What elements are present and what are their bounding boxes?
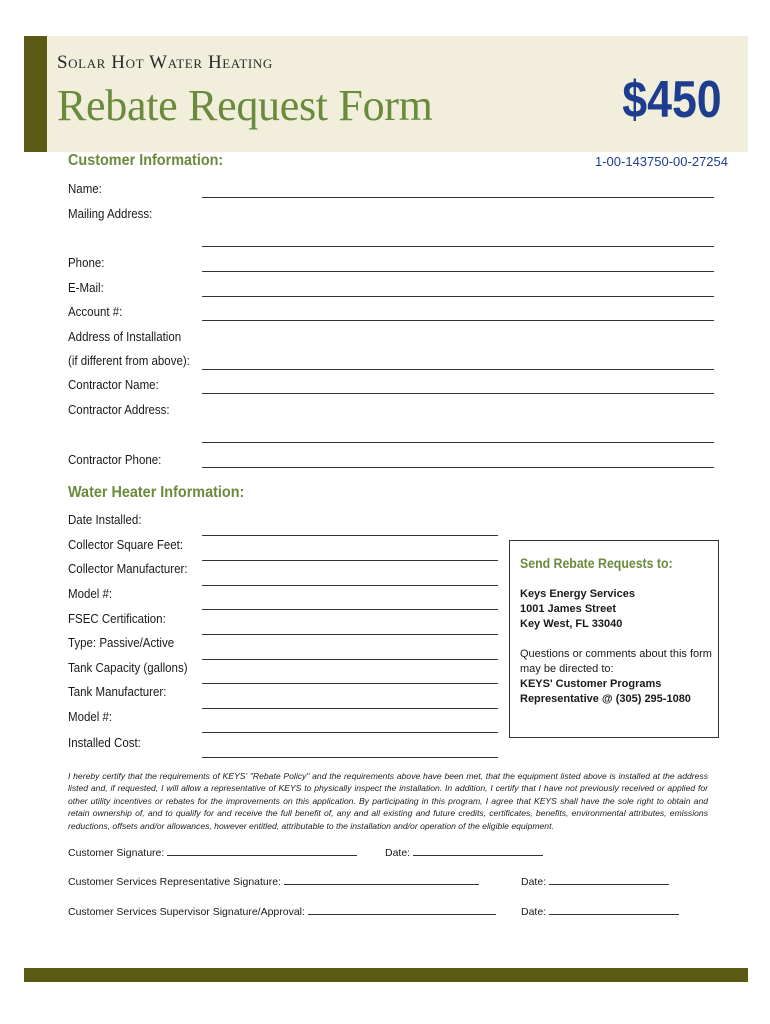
supervisor-signature-field[interactable] [308, 913, 496, 915]
model-number-label: Model #: [68, 587, 113, 601]
installed-cost-label: Installed Cost: [68, 736, 141, 750]
phone-label: Phone: [68, 256, 105, 270]
contact-info: KEYS' Customer Programs Representative @ (305) 295-1080 [520, 678, 691, 705]
supervisor-date-field[interactable] [549, 913, 679, 915]
tank-manufacturer-label: Tank Manufacturer: [68, 685, 167, 699]
address-line: Key West, FL 33040 [520, 618, 623, 630]
questions-text: Questions or comments about this form may be directed to: [520, 648, 712, 675]
tank-capacity-field[interactable] [202, 683, 498, 684]
contractor-name-label: Contractor Name: [68, 378, 159, 392]
contractor-name-field[interactable] [202, 393, 714, 394]
date-installed-field[interactable] [202, 535, 498, 536]
supervisor-signature-row [68, 906, 496, 918]
customer-signature-label: Customer Signature: [68, 847, 165, 859]
install-address-label: Address of Installation [68, 330, 182, 344]
contractor-address-label: Contractor Address: [68, 403, 170, 417]
rep-date-row [521, 876, 669, 888]
mailing-address-field[interactable] [202, 246, 714, 247]
email-label: E-Mail: [68, 281, 104, 295]
customer-signature-row [68, 847, 357, 859]
fsec-certification-label: FSEC Certification: [68, 612, 166, 626]
customer-date-row [385, 847, 543, 859]
collector-sqft-label: Collector Square Feet: [68, 538, 184, 552]
program-code: 1-00-143750-00-27254 [595, 154, 728, 169]
mailing-address-block [520, 587, 635, 632]
rebate-amount: $450 [622, 71, 722, 129]
page-title: Rebate Request Form [57, 81, 433, 130]
contractor-address-field[interactable] [202, 442, 714, 443]
collector-manufacturer-field[interactable] [202, 585, 498, 586]
collector-manufacturer-label: Collector Manufacturer: [68, 562, 188, 576]
contractor-phone-field[interactable] [202, 467, 714, 468]
install-address-label-note: (if different from above): [68, 354, 190, 368]
tank-capacity-label: Tank Capacity (gallons) [68, 661, 188, 675]
name-label: Name: [68, 182, 102, 196]
address-line: Keys Energy Services [520, 588, 635, 600]
tank-model-field[interactable] [202, 732, 498, 733]
customer-section-heading: Customer Information: [68, 152, 224, 169]
phone-field[interactable] [202, 271, 714, 272]
customer-date-label: Date: [385, 847, 411, 859]
rep-signature-field[interactable] [284, 883, 479, 885]
header-accent-bar [24, 36, 47, 152]
mailing-address-label: Mailing Address: [68, 207, 153, 221]
supervisor-signature-label: Customer Services Supervisor Signature/Approval: [68, 906, 305, 918]
customer-signature-field[interactable] [167, 854, 357, 856]
supervisor-date-row [521, 906, 679, 918]
address-line: 1001 James Street [520, 603, 617, 615]
contractor-phone-label: Contractor Phone: [68, 453, 162, 467]
model-number-field[interactable] [202, 609, 498, 610]
account-field[interactable] [202, 320, 714, 321]
send-rebate-heading: Send Rebate Requests to: [520, 555, 673, 571]
rep-date-label: Date: [521, 876, 547, 888]
tank-model-label: Model #: [68, 710, 113, 724]
fsec-certification-field[interactable] [202, 634, 498, 635]
footer-accent-bar [24, 968, 748, 982]
install-address-field[interactable] [202, 369, 714, 370]
customer-date-field[interactable] [413, 854, 543, 856]
email-field[interactable] [202, 296, 714, 297]
water-heater-section-heading: Water Heater Information: [68, 484, 245, 501]
tank-manufacturer-field[interactable] [202, 708, 498, 709]
name-field[interactable] [202, 197, 714, 198]
form-subtitle: Solar Hot Water Heating [57, 52, 273, 73]
type-label: Type: Passive/Active [68, 636, 175, 650]
supervisor-date-label: Date: [521, 906, 547, 918]
send-rebate-box [509, 540, 719, 738]
questions-note [520, 647, 712, 707]
collector-sqft-field[interactable] [202, 560, 498, 561]
date-installed-label: Date Installed: [68, 513, 142, 527]
account-label: Account #: [68, 305, 123, 319]
rep-date-field[interactable] [549, 883, 669, 885]
certification-statement: I hereby certify that the requirements of KEYS' "Rebate Policy" and the requirements above have been met, that the equipment listed above is installed at the address listed and, if requested, I will allow a representative of KEYS to physically inspect the installation. In addition, I certify that I have not previously received or applied for other utility incentives or rebates for the improvements on this application. By participating in this program, I agree that KEYS shall have the sole right to obtain and retain ownership of, and to qualify for and receive the full benefit of, any and all existing and future credits, certificates, benefits, environmental attributes, emissions reductions, offsets and/or allowances, however entitled, attributable to the installation and/or operation of the eligible equipment. [68, 771, 708, 831]
type-field[interactable] [202, 659, 498, 660]
rep-signature-row [68, 876, 479, 888]
rep-signature-label: Customer Services Representative Signature: [68, 876, 282, 888]
installed-cost-field[interactable] [202, 757, 498, 758]
